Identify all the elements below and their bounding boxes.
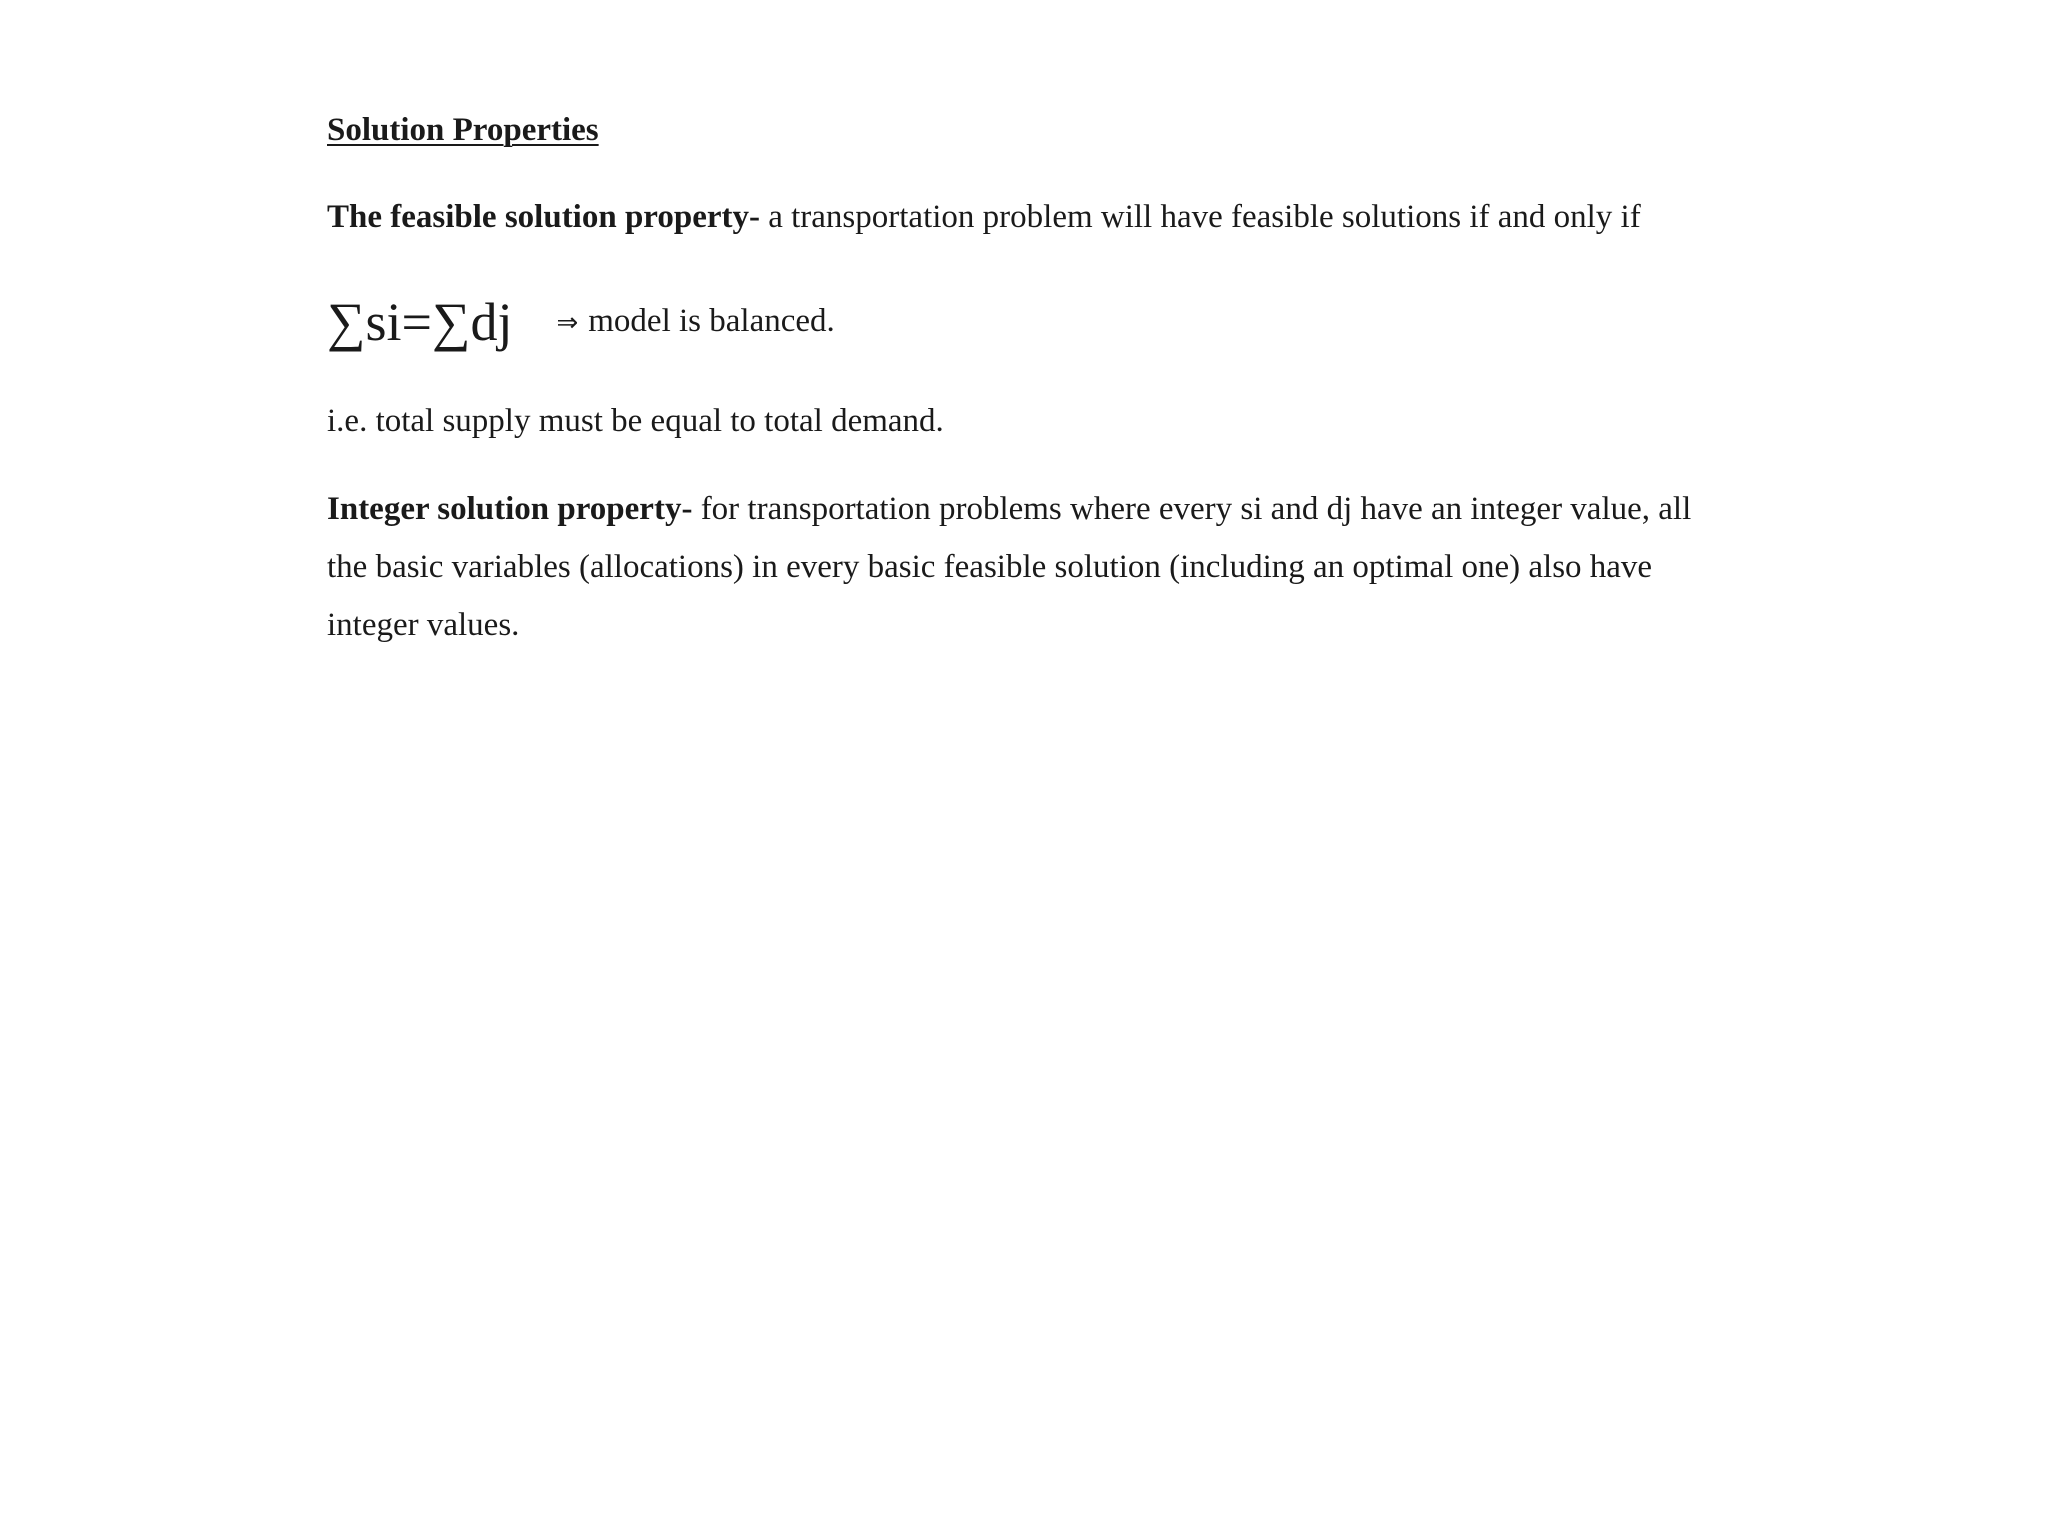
integer-property-paragraph (327, 480, 1777, 654)
formula-implication (556, 286, 834, 358)
balance-formula-row (327, 286, 835, 356)
implies-arrow-icon: ⇒ (556, 308, 579, 338)
integer-property-line-1 (327, 480, 1777, 538)
integer-property-line-3: integer values. (327, 607, 520, 643)
ie-explanation: i.e. total supply must be equal to total demand. (327, 403, 944, 439)
formula-result: model is balanced. (588, 303, 835, 339)
integer-property-text-1: for transportation problems where every si and dj have an integer value, all (692, 491, 1692, 527)
feasible-property-label: The feasible solution property- (327, 199, 760, 235)
integer-property-label: Integer solution property- (327, 491, 693, 527)
integer-property-line-2: the basic variables (allocations) in every basic feasible solution (including an optimal one) also have (327, 549, 1653, 585)
feasible-property-paragraph (327, 188, 1641, 246)
feasible-property-text: a transportation problem will have feasible solutions if and only if (759, 199, 1641, 235)
balance-formula: ∑si=∑dj (327, 292, 513, 352)
document-content (327, 108, 1777, 643)
section-heading: Solution Properties (327, 112, 599, 148)
